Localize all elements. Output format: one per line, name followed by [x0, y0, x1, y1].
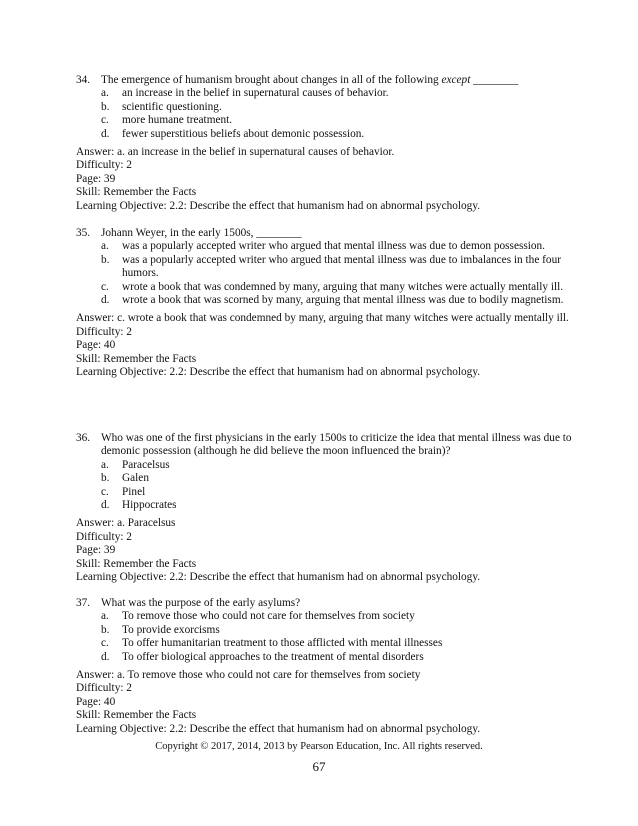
skill-line: Skill: Remember the Facts: [76, 709, 197, 722]
objective-line: Learning Objective: 2.2: Describe the effect that humanism had on abnormal psychology.: [76, 199, 481, 212]
option-c: c. Pinel: [101, 485, 146, 498]
objective-line: Learning Objective: 2.2: Describe the effect that humanism had on abnormal psychology.: [76, 722, 481, 735]
option-c: c. To offer humanitarian treatment to those afflicted with mental illnesses: [101, 637, 443, 650]
option-c: c. more humane treatment.: [101, 114, 233, 127]
answer-metadata: [76, 669, 576, 736]
page-line: Page: 39: [76, 544, 116, 557]
answer-line: Answer: c. wrote a book that was condemned by many, arguing that many witches were actually mentally ill.: [76, 312, 569, 325]
answer-line: Answer: a. To remove those who could not care for themselves from society: [76, 669, 421, 682]
question-number: 34.: [76, 74, 91, 86]
objective-line: Learning Objective: 2.2: Describe the effect that humanism had on abnormal psychology.: [76, 571, 481, 584]
option-b: b. scientific questioning.: [101, 100, 222, 113]
answer-line: Answer: a. Paracelsus: [76, 517, 176, 530]
page-line: Page: 40: [76, 695, 116, 708]
option-c: c. wrote a book that was condemned by many, arguing that many witches were actually mentally ill.: [101, 280, 564, 293]
answer-metadata: [76, 312, 576, 379]
answer-line: Answer: a. an increase in the belief in supernatural causes of behavior.: [76, 146, 395, 159]
answer-blank: ________: [473, 74, 519, 86]
copyright-notice: Copyright © 2017, 2014, 2013 by Pearson Education, Inc. All rights reserved.: [155, 741, 483, 752]
difficulty-line: Difficulty: 2: [76, 159, 132, 172]
option-a: a. Paracelsus: [101, 458, 170, 471]
answer-metadata: [76, 517, 576, 584]
page-number: 67: [312, 759, 326, 774]
option-b: b. To provide exorcisms: [101, 623, 220, 636]
options-list: [76, 459, 576, 513]
question-stem: [76, 74, 576, 87]
objective-line: Learning Objective: 2.2: Describe the effect that humanism had on abnormal psychology.: [76, 366, 481, 379]
question-number: 37.: [76, 597, 91, 609]
option-a: a. an increase in the belief in supernatural causes of behavior.: [101, 87, 389, 100]
question-text: The emergence of humanism brought about changes in all of the following: [101, 74, 439, 86]
difficulty-line: Difficulty: 2: [76, 530, 132, 543]
question-text: Who was one of the first physicians in the early 1500s to criticize the idea that mental illness was due to demonic possession (although he did believe the moon influenced the brain)?: [101, 432, 572, 458]
page-line: Page: 39: [76, 172, 116, 185]
page-line: Page: 40: [76, 339, 116, 352]
question-stem: [76, 432, 576, 459]
difficulty-line: Difficulty: 2: [76, 682, 132, 695]
option-b: b. was a popularly accepted writer who argued that mental illness was due to imbalances in the four humors.: [101, 253, 561, 280]
question-number: 36.: [76, 432, 91, 444]
question-37: [76, 597, 576, 736]
options-list: [76, 240, 576, 307]
question-number: 35.: [76, 227, 91, 239]
question-emphasis: except: [441, 74, 471, 86]
skill-line: Skill: Remember the Facts: [76, 186, 197, 199]
question-text: What was the purpose of the early asylums?: [101, 597, 301, 609]
difficulty-line: Difficulty: 2: [76, 325, 132, 338]
options-list: [76, 87, 576, 141]
question-34: [76, 74, 576, 213]
option-b: b. Galen: [101, 472, 149, 485]
option-a: a. was a popularly accepted writer who argued that mental illness was due to demon possession.: [101, 240, 546, 253]
options-list: [76, 610, 576, 664]
option-d: d. fewer superstitious beliefs about demonic possession.: [101, 127, 365, 140]
question-36: [76, 432, 576, 584]
skill-line: Skill: Remember the Facts: [76, 352, 197, 365]
question-stem: [76, 227, 576, 240]
option-d: d. To offer biological approaches to the treatment of mental disorders: [101, 650, 424, 663]
question-stem: [76, 597, 576, 610]
option-d: d. wrote a book that was scorned by many, arguing that mental illness was due to bodily magnetism.: [101, 294, 564, 307]
option-a: a. To remove those who could not care for themselves from society: [101, 610, 415, 623]
question-text: Johann Weyer, in the early 1500s, ________: [101, 227, 302, 239]
answer-metadata: [76, 146, 576, 213]
question-35: [76, 227, 576, 379]
skill-line: Skill: Remember the Facts: [76, 557, 197, 570]
option-d: d. Hippocrates: [101, 499, 177, 512]
